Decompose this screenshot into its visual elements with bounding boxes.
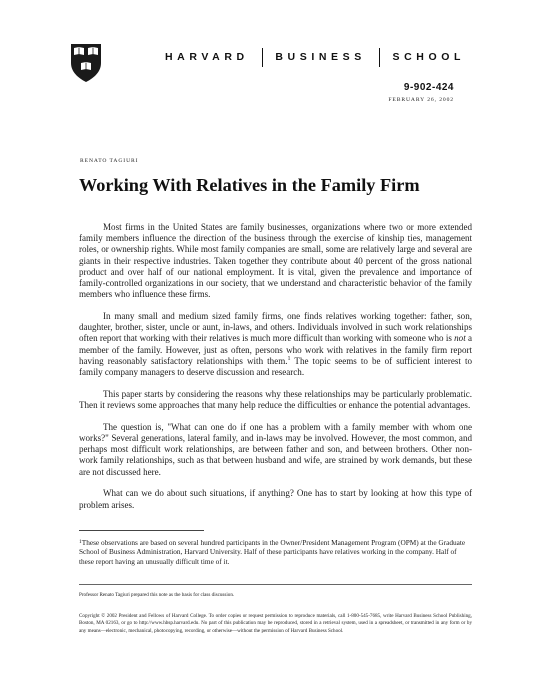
preparation-note: Professor Renato Tagiuri prepared this note as the basis for class discussion. — [79, 592, 235, 598]
emphasis-text: not — [454, 333, 466, 344]
author-name: RENATO TAGIURI — [80, 158, 139, 164]
harvard-shield-logo-icon — [70, 43, 102, 83]
text-run: a member of the family. However, just as often, persons who work with relatives in the family firm report having reasonably satisfactory relationships with them. — [79, 333, 473, 366]
bottom-divider — [79, 584, 472, 585]
document-title: Working With Relatives in the Family Firm — [79, 175, 420, 195]
footnote-reference: 1 — [287, 355, 291, 362]
paragraph: What can we do about such situations, if anything? One has to start by looking at how this type of problem arises. — [79, 488, 472, 510]
body-text — [79, 222, 472, 511]
wordmark-school: SCHOOL — [392, 51, 465, 63]
text-run: The topic seems to be of sufficient interest to family company managers to deserve discussion and research. — [79, 355, 472, 378]
footnote-divider — [79, 530, 204, 531]
wordmark-separator — [262, 48, 263, 67]
paragraph — [79, 311, 472, 378]
document-number: 9-902-424 — [403, 82, 454, 93]
footnote-marker: 1 — [79, 539, 82, 545]
wordmark-harvard: HARVARD — [165, 51, 249, 63]
footnote-text: These observations are based on several hundred participants in the Owner/President Management Program (OPM) at the Graduate School of Business Administration, Harvard University. Half of these participants have relatives working in the company. Half of these report having an unusually difficult time of it. — [79, 538, 466, 566]
paragraph: The question is, "What can one do if one has a problem with a family member with whom one works?" Several generations, lateral family, and in-laws may be involved. However, the most common, and perhaps most difficult work relationships, are between father and son, and between brothers. Other non-work family relationships, such as that between husband and wife, are strained by work demands, but these are not discussed here. — [79, 421, 472, 477]
wordmark-business: BUSINESS — [275, 51, 366, 63]
paragraph: This paper starts by considering the reasons why these relationships may be particularly problematic. Then it reviews some approaches that many help reduce the difficulties or enhance the potential advantages. — [79, 388, 472, 411]
hbs-wordmark — [165, 46, 465, 68]
text-run: In many small and medium sized family firms, one finds relatives working together: father, son, daughter, brother, sister, uncle or aunt, in-laws, and others. Individuals involved in such work relationships often report that working with their relatives is much more difficult than working with someone who is — [79, 311, 472, 344]
copyright-notice: Copyright © 2002 President and Fellows of Harvard College. To order copies or request permission to reproduce materials, call 1-800-545-7685, write Harvard Business School Publishing, Boston, MA 02163, or go to http://www.hbsp.harvard.edu. No part of this publication may be reproduced, stored in a retrieval system, used in a spreadsheet, or transmitted in any form or by any means—electronic, mechanical, photocopying, recording, or otherwise—without the permission of Harvard Business School. — [79, 613, 472, 634]
wordmark-separator — [379, 48, 380, 67]
footnote — [79, 538, 472, 566]
document-date: FEBRUARY 26, 2002 — [388, 97, 454, 103]
paragraph: Most firms in the United States are family businesses, organizations where two or more extended family members influence the direction of the business through the exercise of kinship ties, management roles, or ownership rights. While most family companies are small, some are relatively large and several are giants in their respective industries. Taken together they contribute about 40 percent of the gross national product and over half of our national employment. It is vital, given the prevalence and importance of family-controlled organizations in our society, that we understand and characteristic behavior of the family members who influence these firms. — [79, 222, 472, 300]
